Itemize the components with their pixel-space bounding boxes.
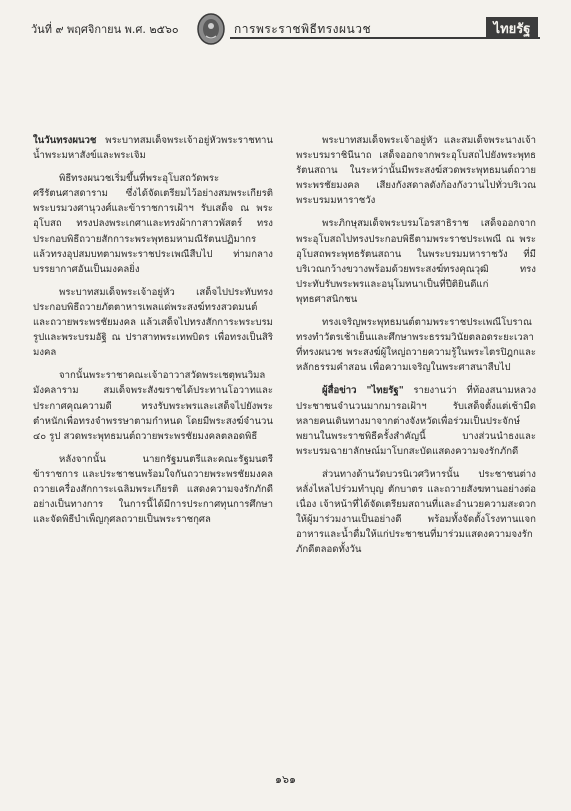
paragraph xyxy=(296,383,536,458)
royal-seal-icon xyxy=(194,12,228,46)
header-date: วันที่ ๙ พฤศจิกายน พ.ศ. ๒๕๖๐ xyxy=(31,23,179,36)
paragraph: พระบาทสมเด็จพระเจ้าอยู่หัว เสด็จไปประทับทรงประกอบพิธีถวายภัตตาหารเพลแด่พระสงฆ์ทรงสวดมนต์และถวายพระพรชัยมงคล แล้วเสด็จไปทรงสักการะพระบรมรูปและพระบรมอัฐิ ณ ปราสาทพระเทพบิดร เพื่อทรงเป็นสิริมงคล xyxy=(33,286,273,359)
newspaper-logo: ไทยรัฐ xyxy=(486,17,538,39)
header-divider xyxy=(230,37,540,39)
page-number: ๑๖๑ xyxy=(275,773,296,786)
paragraph: พระภิกษุสมเด็จพระบรมโอรสาธิราช เสด็จออกจากพระอุโบสถไปทรงประกอบพิธีตามพระราชประเพณี ณ พระอุโบสถพระพุทธรัตนสถาน ในพระบรมมหาราชวัง ที่มีบริเวณกว้างขวางพร้อมด้วยพระสงฆ์ทรงคุณวุฒิ ทรงประทับรับพระพรและอนุโมทนาเป็นที่ปีติยินดีแก่พุทธศาสนิกชน xyxy=(296,218,536,305)
paragraph-text: รายงานว่า ที่ท้องสนามหลวงประชาชนจำนวนมากมารอเฝ้าฯ รับเสด็จตั้งแต่เช้ามืด หลายคนเดินทางมาจากต่างจังหวัดเพื่อร่วมเป็นประจักษ์พยานในพระราชพิธีครั้งสำคัญนี้ บางส่วนนำธงและพระบรมฉายาลักษณ์มาโบกสะบัดแสดงความจงรักภักดี xyxy=(296,385,536,457)
left-column xyxy=(33,133,273,758)
right-column xyxy=(296,133,536,758)
paragraph: หลังจากนั้น นายกรัฐมนตรีและคณะรัฐมนตรี ข้าราชการ และประชาชนพร้อมใจกันถวายพระพรชัยมงคล ถวายเครื่องสักการะเฉลิมพระเกียรติ แสดงความจงรักภักดีอย่างเป็นทางการ ในการนี้ได้มีการประกาศทุนการศึกษาและจัดพิธีบำเพ็ญกุศลถวายเป็นพระราชกุศล xyxy=(33,453,273,526)
paragraph-lead: ผู้สื่อข่าว "ไทยรัฐ" xyxy=(322,385,404,397)
paragraph-text: พระบาทสมเด็จพระเจ้าอยู่หัวพระราชทานน้ำพระมหาสังข์และพระเจิม xyxy=(33,135,273,162)
paragraph-lead: ในวันทรงผนวช xyxy=(33,135,97,146)
paragraph xyxy=(33,133,273,163)
paragraph: ทรงเจริญพระพุทธมนต์ตามพระราชประเพณีโบราณ ทรงทำวัตรเช้าเย็นและศึกษาพระธรรมวินัยตลอดระยะเวลาที่ทรงผนวช พระสงฆ์ผู้ใหญ่ถวายความรู้ในพระไตรปิฎกและหลักธรรมคำสอน เพื่อความเจริญในพระศาสนาสืบไป xyxy=(296,317,536,374)
paragraph: ส่วนทางด้านวัดบวรนิเวศวิหารนั้น ประชาชนต่างหลั่งไหลไปร่วมทำบุญ ตักบาตร และถวายสังฆทานอย่างต่อเนื่อง เจ้าหน้าที่ได้จัดเตรียมสถานที่และอำนวยความสะดวกให้ผู้มาร่วมงานเป็นอย่างดี พร้อมทั้งจัดตั้งโรงทานแจกอาหารและน้ำดื่มให้แก่ประชาชนที่มาร่วมแสดงความจงรักภักดีตลอดทั้งวัน xyxy=(296,468,536,556)
paragraph: พิธีทรงผนวชเริ่มขึ้นที่พระอุโบสถวัดพระศรีรัตนศาสดาราม ซึ่งได้จัดเตรียมไว้อย่างสมพระเกียรติ พระบรมวงศานุวงศ์และข้าราชการเฝ้าฯ รับเสด็จ ณ พระอุโบสถ ทรงปลงพระเกศาและทรงผ้ากาสาวพัสตร์ ทรงประกอบพิธีถวายสักการะพระพุทธมหามณีรัตนปฏิมากร แล้วทรงอุปสมบทตามพระราชประเพณีสืบไป ท่ามกลางบรรยากาศอันเป็นมงคลยิ่ง xyxy=(33,173,273,275)
paragraph: จากนั้นพระราชาคณะเจ้าอาวาสวัดพระเชตุพนวิมลมังคลาราม สมเด็จพระสังฆราชได้ประทานโอวาทและประกาศคุณความดี ทรงรับพระพรและเสด็จไปยังพระตำหนักเพื่อทรงจำพรรษาตามกำหนด โดยมีพระสงฆ์จำนวน ๔๐ รูป สวดพระพุทธมนต์ถวายพระพรชัยมงคลตลอดพิธี xyxy=(33,370,273,442)
paragraph: พระบาทสมเด็จพระเจ้าอยู่หัว และสมเด็จพระนางเจ้าพระบรมราชินีนาถ เสด็จออกจากพระอุโบสถไปยังพระพุทธรัตนสถาน ในระหว่านั้นมีพระสงฆ์สวดพระพุทธมนต์ถวายพระพรชัยมงคล เสียงกังสดาลดังก้องกังวานไปทั่วบริเวณพระบรมมหาราชวัง xyxy=(296,135,536,207)
section-title: การพระราชพิธีทรงผนวช xyxy=(234,22,372,36)
